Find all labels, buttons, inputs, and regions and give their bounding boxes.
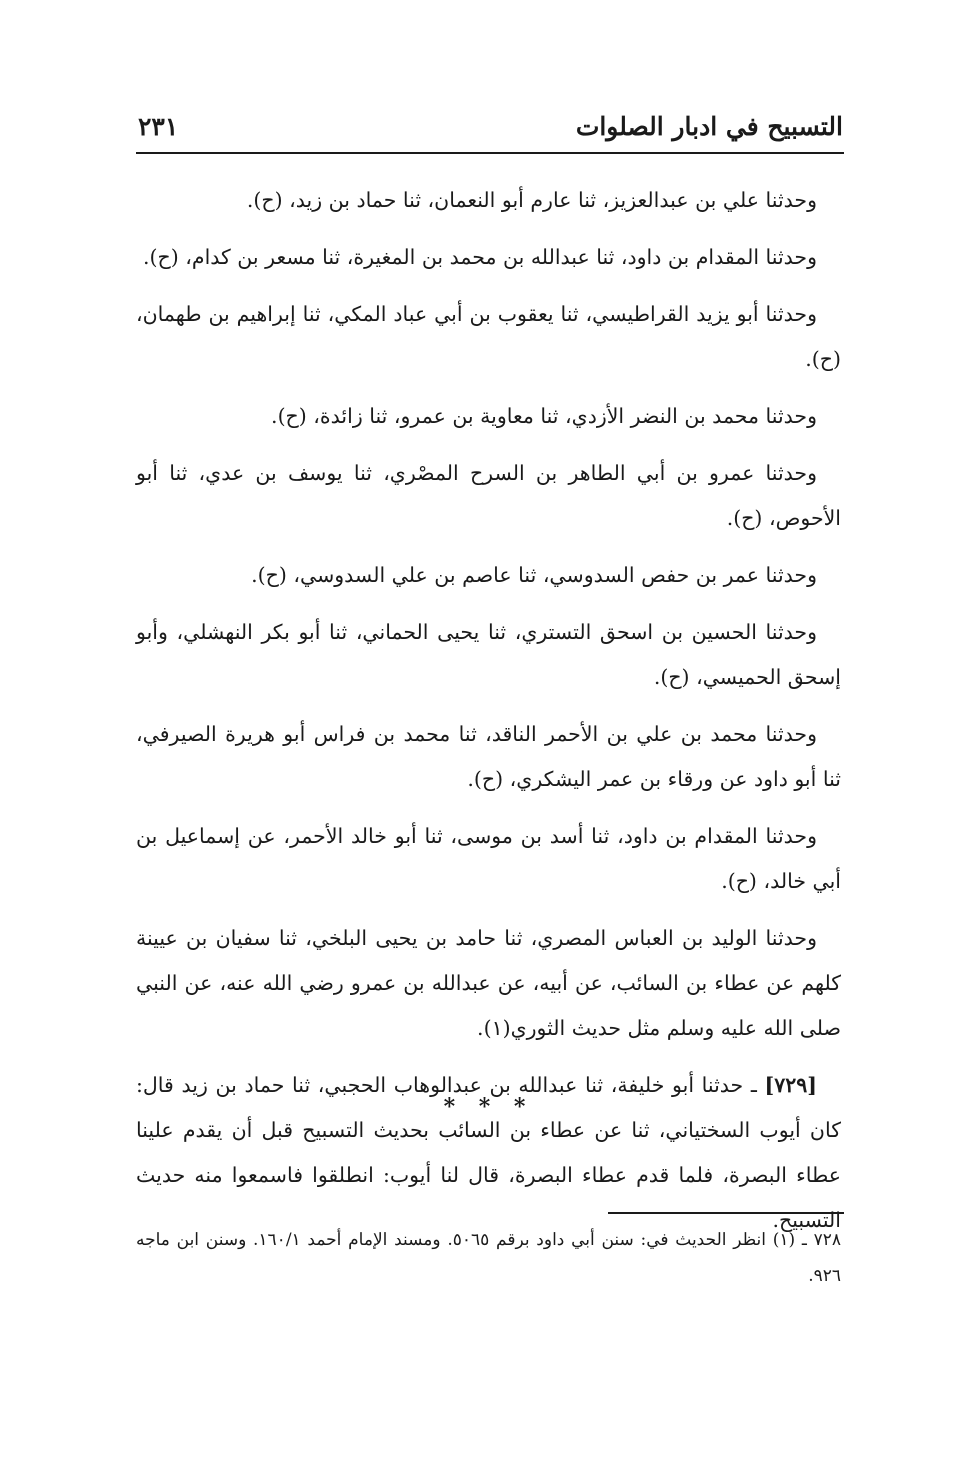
isnad-paragraph: وحدثنا المقدام بن داود، ثنا عبدالله بن محمد بن المغيرة، ثنا مسعر بن كدام، (ح). (143, 245, 817, 269)
hadith-number: [٧٢٩] (764, 1073, 817, 1097)
isnad-paragraph: وحدثنا المقدام بن داود، ثنا أسد بن موسى، ثنا أبو خالد الأحمر، عن إسماعيل بن أبي خالد، (ح). (136, 824, 841, 893)
header-rule (136, 152, 844, 154)
hadith-paragraph (136, 1063, 841, 1243)
page-number: ٢٣١ (138, 112, 179, 141)
footnote-rule (608, 1212, 844, 1214)
hadith-text: ـ حدثنا أبو خليفة، ثنا عبدالله بن عبدالوهاب الحجبي، ثنا حماد بن زيد قال: كان أيوب السختياني، ثنا عن عطاء بن السائب بحديث التسبيح قبل أن يقدم علينا عطاء البصرة، فلما قدم عطاء البصرة، قال لنا أيوب: انطلقوا فاسمعوا منه حديث التسبيح. (136, 1073, 841, 1232)
isnad-paragraph: وحدثنا محمد بن علي بن الأحمر الناقد، ثنا محمد بن فراس أبو هريرة الصيرفي، ثنا أبو داود عن ورقاء بن عمر اليشكري، (ح). (136, 722, 841, 791)
isnad-paragraph: وحدثنا علي بن عبدالعزيز، ثنا عارم أبو النعمان، ثنا حماد بن زيد، (ح). (246, 188, 817, 212)
running-title: التسبيح في ادبار الصلوات (575, 112, 843, 141)
isnad-paragraph: وحدثنا الوليد بن العباس المصري، ثنا حامد بن يحيى البلخي، ثنا سفيان بن عيينة كلهم عن عطاء بن السائب، عن أبيه، عن عبدالله بن عمرو رضي الله عنه، عن النبي صلى الله عليه وسلم مثل حديث الثوري(١). (136, 926, 841, 1040)
page-header (138, 108, 843, 148)
isnad-paragraph: وحدثنا عمر بن حفص السدوسي، ثنا عاصم بن علي السدوسي، (ح). (251, 563, 817, 587)
footnote-text: ٧٢٨ ـ (١) انظر الحديث في: سنن أبي داود برقم ٥٠٦٥. ومسند الإمام أحمد ١٦٠/١. وسنن ابن ماجه ٩٢٦. (136, 1230, 841, 1286)
isnad-paragraph: وحدثنا عمرو بن أبي الطاهر بن السرح المصْري، ثنا يوسف بن عدي، ثنا أبو الأحوص، (ح). (136, 461, 841, 530)
isnad-paragraph: وحدثنا محمد بن النضر الأزدي، ثنا معاوية بن عمرو، ثنا زائدة، (ح). (271, 404, 817, 428)
footnote (136, 1222, 841, 1294)
section-separator: * * * (443, 1094, 534, 1120)
isnad-paragraph: وحدثنا الحسين بن اسحق التستري، ثنا يحيى الحماني، ثنا أبو بكر النهشلي، وأبو إسحق الحميسي، (ح). (136, 620, 841, 689)
isnad-paragraph: وحدثنا أبو يزيد القراطيسي، ثنا يعقوب بن أبي عباد المكي، ثنا إبراهيم بن طهمان، (ح). (136, 302, 841, 371)
